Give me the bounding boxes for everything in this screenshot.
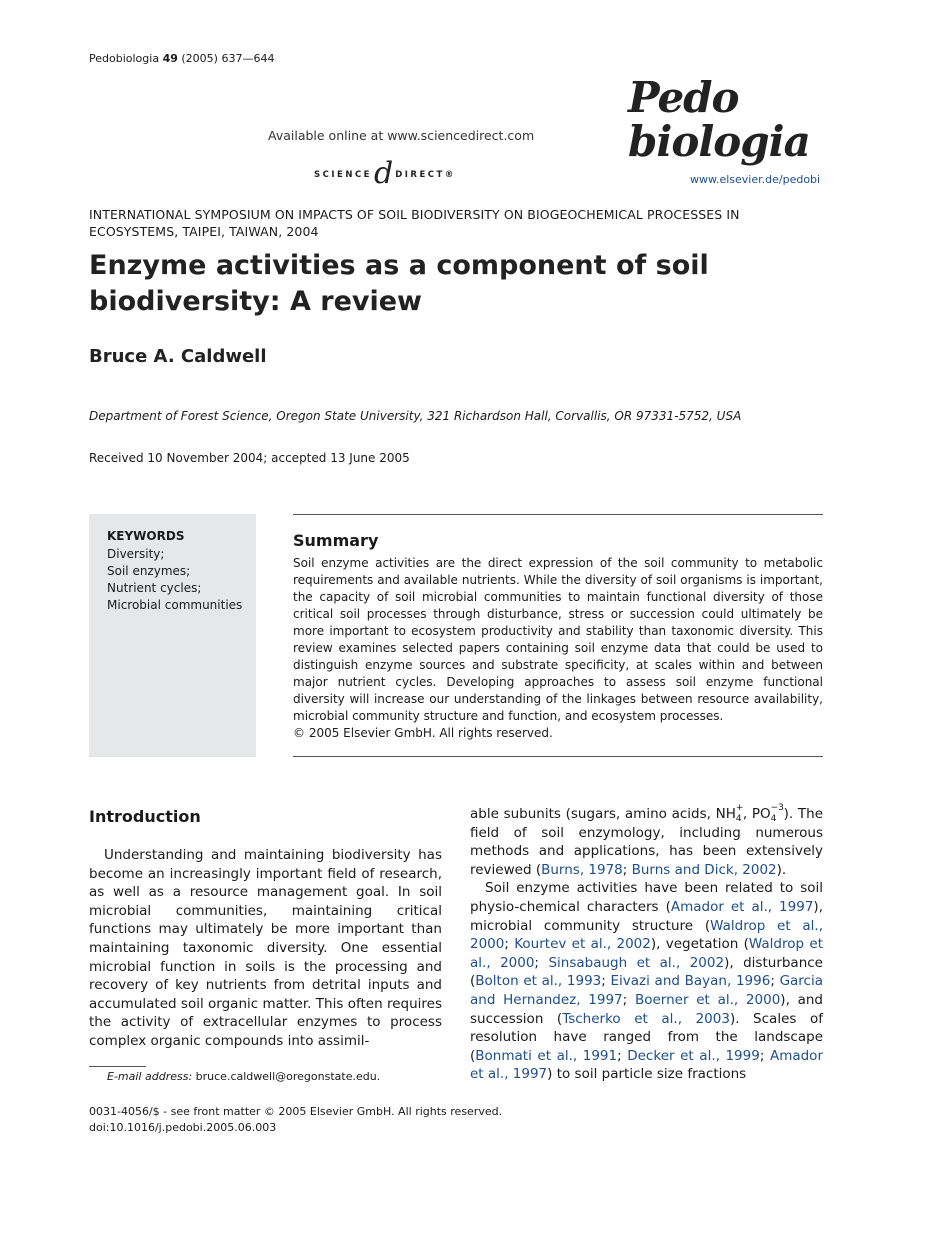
journal-name: Pedobiologia (89, 52, 160, 65)
issn-line: 0031-4056/$ - see front matter © 2005 Elsevier GmbH. All rights reserved. (89, 1105, 503, 1118)
footnote (107, 1070, 380, 1083)
citation-link[interactable]: Waldrop et al., 2000 (470, 936, 823, 971)
citation-link[interactable]: Burns and Dick, 2002 (631, 861, 777, 878)
citation-link[interactable]: Amador et al., 1997 (470, 1047, 823, 1083)
footnote-label: E-mail address: (107, 1070, 193, 1083)
summary-bottom-rule (293, 756, 823, 757)
citation-link[interactable]: Bolton et al., 1993 (475, 973, 602, 990)
symposium-heading: INTERNATIONAL SYMPOSIUM ON IMPACTS OF SOIL BIODIVERSITY ON BIOGEOCHEMICAL PROCESSES IN ECOSYSTEMS, TAIPEI, TAIWAN, 2004 (89, 207, 740, 239)
footnote-rule (89, 1066, 146, 1067)
available-online-text: Available online at www.sciencedirect.com (268, 128, 535, 143)
sd-at-icon: d (374, 156, 394, 191)
affiliation: Department of Forest Science, Oregon State University, 321 Richardson Hall, Corvallis, OR 97331-5752, USA (89, 409, 742, 423)
author-email[interactable]: bruce.caldwell@oregonstate.edu. (195, 1070, 381, 1083)
citation-link[interactable]: Sinsabaugh et al., 2002 (548, 954, 725, 971)
sd-right: DIRECT® (395, 170, 456, 180)
summary-text: Soil enzyme activities are the direct expression of the soil community to metabolic requirements and available nutrients. While the diversity of soil organisms is important, the capacity of soil microbial communities to maintain functional diversity of those critical soil processes through disturbance, stress or succession could ultimately be more important to ecosystem productivity and stability than taxonomic diversity. This review examines selected papers containing soil enzyme data that could be used to distinguish enzyme sources and substrate specificity, at scales within and between major nutrient cycles. Developing approaches to assess soil enzyme functional diversity will increase our understanding of the linkages between resource availability, microbial community structure and function, and ecosystem processes. (293, 556, 823, 723)
sd-left: SCIENCE (314, 170, 372, 180)
summary-heading: Summary (293, 531, 379, 550)
keyword-item: Nutrient cycles; (107, 581, 202, 595)
keywords-heading: KEYWORDS (107, 529, 185, 543)
left-column (89, 846, 442, 1051)
right-column (470, 805, 823, 1084)
summary-top-rule (293, 514, 823, 515)
journal-url-link[interactable]: www.elsevier.de/pedobi (690, 173, 821, 186)
keyword-item: Diversity; (107, 547, 165, 561)
citation-link[interactable]: Amador et al., 1997 (670, 898, 814, 915)
citation-link[interactable]: Garcia and Hernandez, 1997 (470, 973, 823, 1008)
intro-paragraph-1: Understanding and maintaining biodiversity has become an increasingly important field of research, as well as a resource management goal. In soil microbial communities, maintaining critical functions may ultimately be more important than maintaining taxonomic diversity. One essential microbial function in soils is the processing and recovery of key nutrients from detrital inputs and accumulated soil organic matter. This often requires the activity of extracellular enzymes to process complex organic compounds into assimil- (89, 847, 442, 1049)
citation-link[interactable]: Boerner et al., 2000 (634, 991, 781, 1008)
doi-line: doi:10.1016/j.pedobi.2005.06.003 (89, 1120, 277, 1134)
journal-logo-line1: Pedo (628, 73, 739, 122)
citation-link[interactable]: Kourtev et al., 2002 (514, 936, 651, 953)
keyword-item: Soil enzymes; (107, 564, 191, 578)
summary-body (293, 555, 823, 742)
citation-link[interactable]: Waldrop et al., 2000 (470, 917, 824, 953)
journal-volume: 49 (162, 52, 178, 65)
citation-link[interactable]: Tscherko et al., 2003 (562, 1010, 730, 1027)
article-title: Enzyme activities as a component of soil biodiversity: A review (89, 250, 709, 317)
intro-paragraph-2: Soil enzyme activities have been related to soil physio-chemical characters (Amador et al., 1997), microbial community structure (Waldrop et al., 2000; Kourtev et al., 2002), vegetation (Waldrop et al., 2000; Sinsabaugh et al., 2002), disturbance (Bolton et al., 1993; Eivazi and Bayan, 1996; Garcia and Hernandez, 1997; Boerner et al., 2000), and succession (Tscherko et al., 2003). Scales of resolution have ranged from the landscape (Bonmati et al., 1991; Decker et al., 1999; Amador et al., 1997) to soil particle size fractions (470, 880, 824, 1083)
intro-paragraph-1-cont: able subunits (sugars, amino acids, NH + 4 , PO −3 4 ). The field of soil enzymology, including numerous methods and applications, has been extensively reviewed (Burns, 1978; Burns and Dick, 2002). (470, 803, 823, 878)
citation-link[interactable]: Decker et al., 1999 (627, 1047, 760, 1064)
keywords-list (107, 546, 247, 614)
author-name: Bruce A. Caldwell (89, 346, 267, 367)
citation-link[interactable]: Burns, 1978 (541, 861, 623, 878)
journal-year-pages: (2005) 637—644 (181, 52, 275, 65)
received-dates: Received 10 November 2004; accepted 13 June 2005 (89, 451, 410, 465)
section-heading-introduction: Introduction (89, 807, 201, 826)
keyword-item: Microbial communities (107, 598, 243, 612)
journal-logo-line2: biologia (628, 117, 810, 166)
summary-copyright: © 2005 Elsevier GmbH. All rights reserved. (293, 726, 553, 740)
journal-reference (89, 52, 274, 65)
sciencedirect-logo (314, 150, 456, 191)
issn-block (89, 1104, 502, 1135)
citation-link[interactable]: Bonmati et al., 1991 (475, 1047, 618, 1064)
citation-link[interactable]: Eivazi and Bayan, 1996 (610, 973, 771, 990)
